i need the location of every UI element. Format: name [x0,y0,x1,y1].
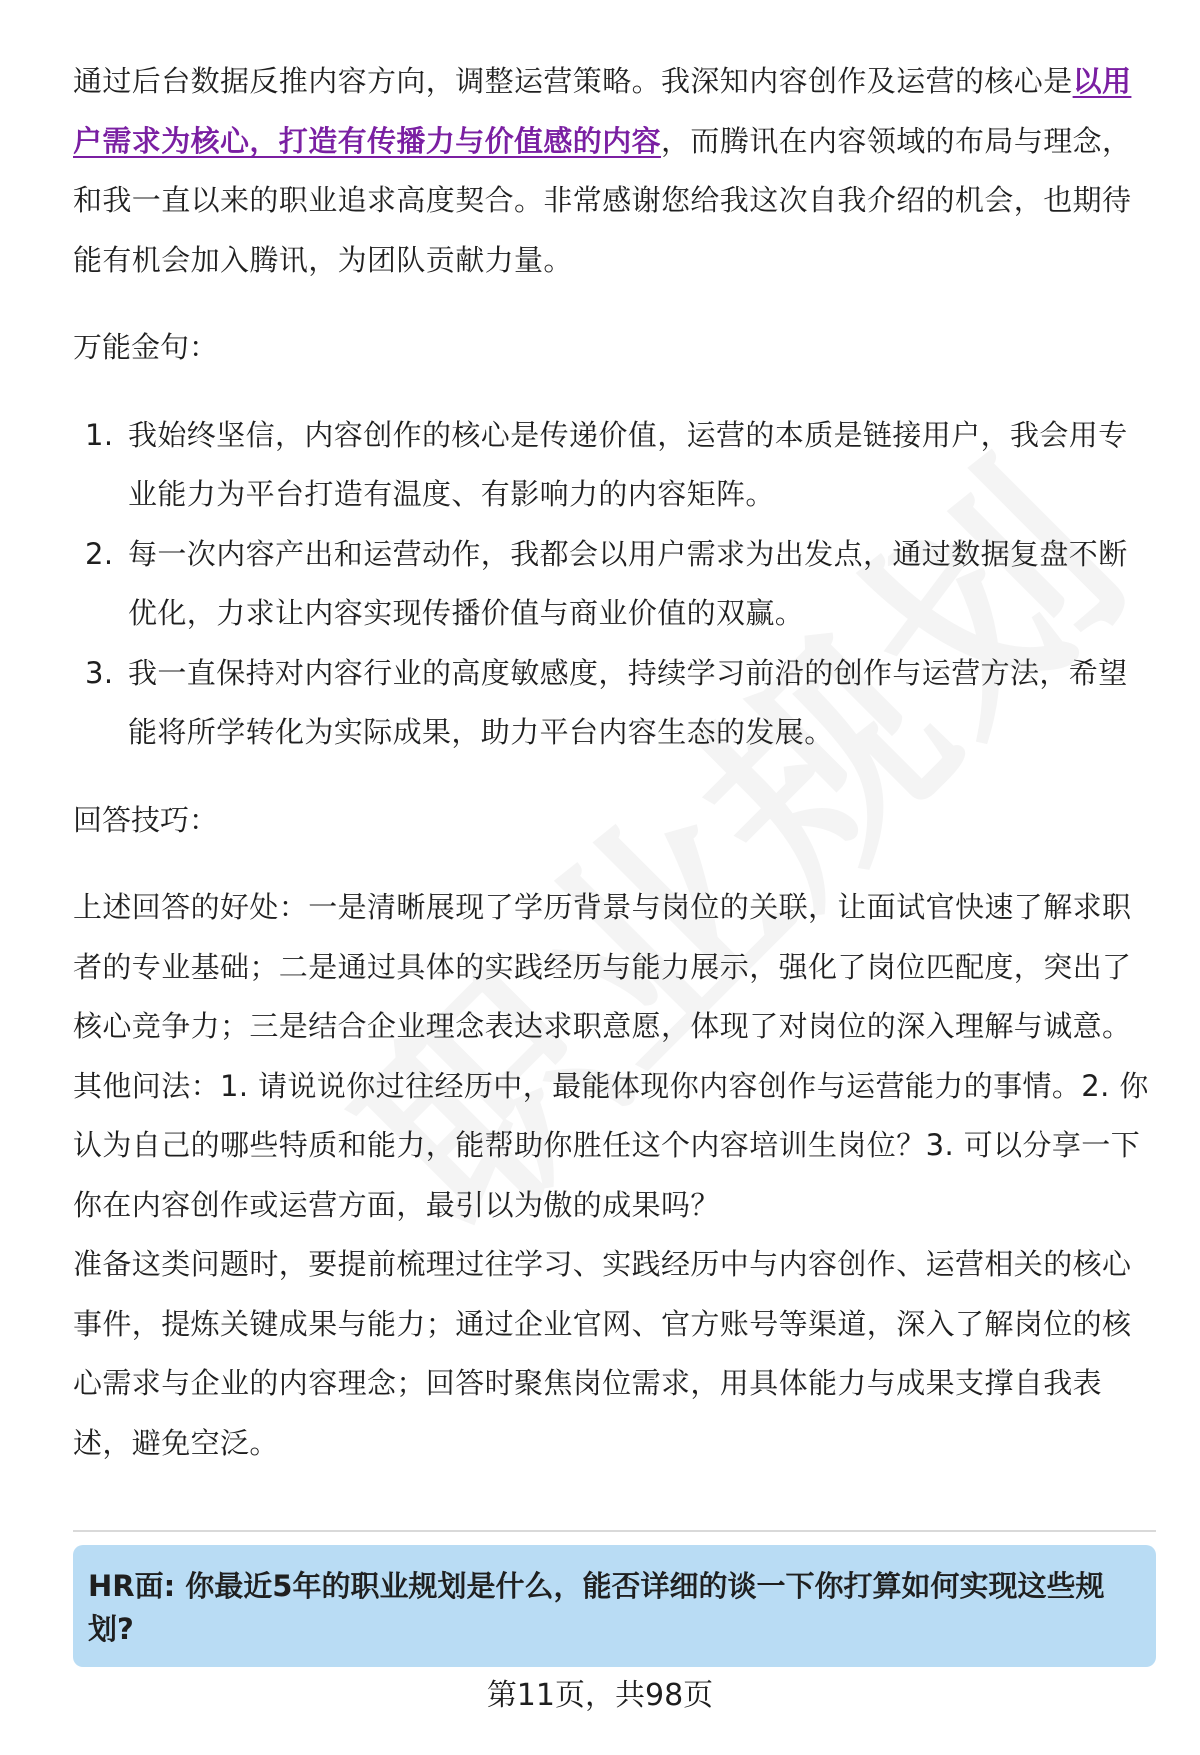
hr-question-box [73,1545,1156,1667]
section-divider [73,1530,1156,1532]
other-questions-paragraph: 其他问法：1. 请说说你过往经历中，最能体现你内容创作与运营能力的事情。2. 你认为自己的哪些特质和能力，能帮助你胜任这个内容培训生岗位？3. 可以分享一下你在内容创作或运营方面，最引以为傲的成果吗？ [73,1068,1149,1222]
intro-highlight: 以用户需求为核心，打造有传播力与价值感的内容 [73,64,1132,158]
list-number: 2. [85,536,114,571]
list-number: 1. [85,417,114,452]
list-text: 我一直保持对内容行业的高度敏感度，持续学习前沿的创作与运营方法，希望能将所学转化为实际成果，助力平台内容生态的发展。 [128,655,1128,749]
list-item [73,525,1153,644]
list-item [73,406,1153,525]
golden-sentences-list [73,406,1153,763]
list-number: 3. [85,655,114,690]
intro-text-after: ，而腾讯在内容领域的布局与理念，和我一直以来的职业追求高度契合。非常感谢您给我这次自我介绍的机会，也期待能有机会加入腾讯，为团队贡献力量。 [73,123,1132,277]
list-text: 我始终坚信，内容创作的核心是传递价值，运营的本质是链接用户，我会用专业能力为平台打造有温度、有影响力的内容矩阵。 [128,417,1128,511]
benefits-paragraph: 上述回答的好处：一是清晰展现了学历背景与岗位的关联，让面试官快速了解求职者的专业基础；二是通过具体的实践经历与能力展示，强化了岗位匹配度，突出了核心竞争力；三是结合企业理念表达求职意愿，体现了对岗位的深入理解与诚意。 [73,890,1132,1043]
answer-tips-label: 回答技巧： [73,802,219,837]
list-item [73,644,1153,763]
page-content [73,52,1153,1473]
preparation-paragraph: 准备这类问题时，要提前梳理过往学习、实践经历中与内容创作、运营相关的核心事件，提炼关键成果与能力；通过企业官网、官方账号等渠道，深入了解岗位的核心需求与企业的内容理念；回答时聚焦岗位需求，用具体能力与成果支撑自我表述，避免空泛。 [73,1247,1132,1460]
intro-paragraph [73,52,1153,290]
intro-text-before: 通过后台数据反推内容方向，调整运营策略。我深知内容创作及运营的核心是 [73,64,1073,98]
page-number-footer: 第11页，共98页 [486,1678,714,1713]
list-text: 每一次内容产出和运营动作，我都会以用户需求为出发点，通过数据复盘不断优化，力求让内容实现传播价值与商业价值的双赢。 [128,536,1128,630]
golden-sentences-label: 万能金句： [73,330,219,364]
hr-question-text: HR面: 你最近5年的职业规划是什么，能否详细的谈一下你打算如何实现这些规划? [88,1569,1105,1646]
